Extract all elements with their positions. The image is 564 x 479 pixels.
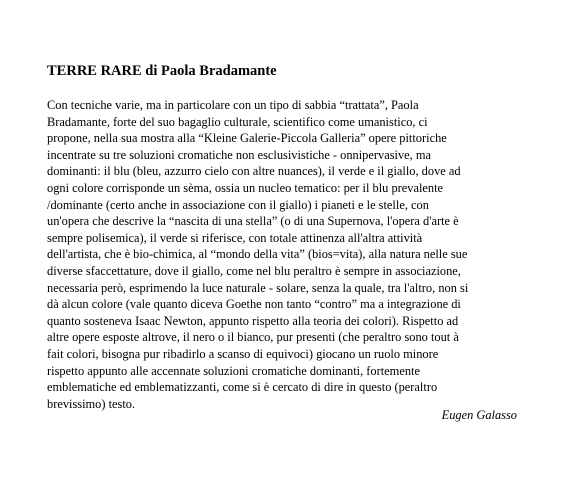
body-line: sempre polisemica), il verde si riferisce, con totale attinenza all'altra attività [47, 230, 423, 245]
author-signature: Eugen Galasso [441, 408, 517, 422]
body-line: dell'artista, che è bio-chimica, al “mondo della vita” (bios=vita), alla natura nelle sue [47, 247, 468, 262]
article-body [47, 97, 522, 412]
body-line: Bradamante, forte del suo bagaglio culturale, scientifico come umanistico, ci [47, 114, 428, 129]
body-line: /dominante (certo anche in associazione con il giallo) i pianeti e le stelle, con [47, 197, 429, 212]
body-line: Con tecniche varie, ma in particolare con un tipo di sabbia “trattata”, Paola [47, 98, 419, 112]
body-line: propone, nella sua mostra alla “Kleine Galerie-Piccola Galleria” opere pittoriche [47, 131, 447, 146]
body-line: diverse sfaccettature, dove il giallo, come nel blu peraltro è sempre in associazione, [47, 263, 461, 278]
body-line: incentrate su tre soluzioni cromatiche non esclusivistiche - onnipervasive, ma [47, 147, 431, 162]
body-line: rispetto appunto alle accennate soluzioni cromatiche dominanti, fortemente [47, 363, 420, 378]
body-line: altre opere esposte altrove, il nero o il bianco, pur presenti (che peraltro sono tout à [47, 330, 459, 345]
body-line: dà alcun colore (vale quanto diceva Goethe non tanto “contro” ma a integrazione di [47, 297, 461, 312]
body-line: un'opera che descrive la “nascita di una stella” (o di una Supernova, l'opera d'arte è [47, 214, 459, 229]
body-line: necessaria però, esprimendo la luce naturale - solare, senza la quale, tra l'altro, non si [47, 280, 469, 295]
body-line: brevissimo) testo. [47, 396, 136, 411]
article [47, 62, 522, 422]
article-title: TERRE RARE di Paola Bradamante [47, 63, 277, 79]
body-line: ogni colore corrisponde un sèma, ossia un nucleo tematico: per il blu prevalente [47, 180, 444, 195]
body-line: quanto sosteneva Isaac Newton, appunto rispetto alla teoria dei colori). Rispetto ad [47, 313, 459, 328]
body-line: emblematiche ed emblematizzanti, come si è cercato di dire in questo (peraltro [47, 380, 438, 395]
body-line: dominanti: il blu (bleu, azzurro cielo con altre nuances), il verde e il giallo, dove ad [47, 164, 461, 179]
body-line: fait colori, bisogna pur ribadirlo a scanso di equivoci) giocano un ruolo minore [47, 346, 439, 361]
